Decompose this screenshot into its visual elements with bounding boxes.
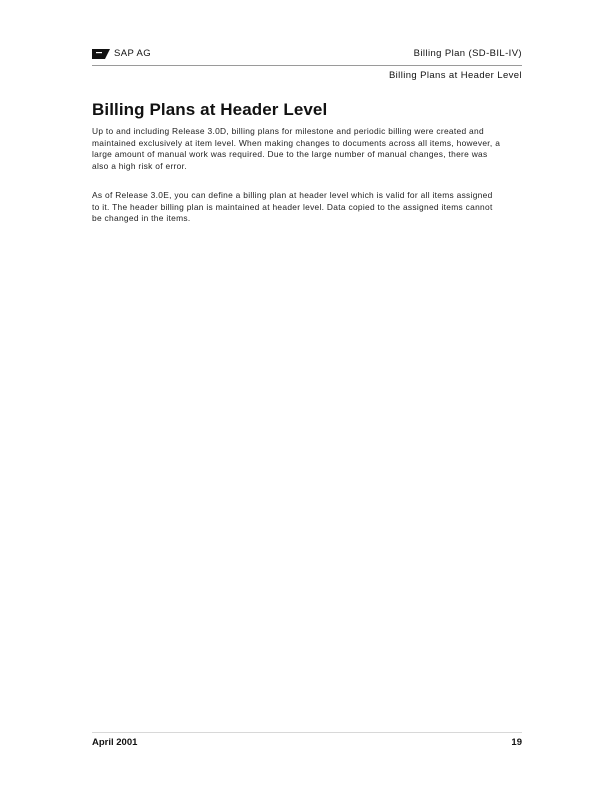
company-name: SAP AG [114,48,152,59]
page-content [92,100,522,225]
company-logo [92,48,151,60]
footer-date: April 2001 [92,737,138,748]
running-section-title: Billing Plans at Header Level [388,70,522,81]
footer-divider [92,732,522,733]
sap-logo-icon [92,49,110,59]
page-number: 19 [511,737,522,748]
document-title: Billing Plan (SD-BIL-IV) [413,48,522,59]
page-footer [92,732,522,752]
section-heading: Billing Plans at Header Level [92,100,328,119]
page-header [92,48,522,88]
body-paragraph: As of Release 3.0E, you can define a billing plan at header level which is valid for all items assigned to it. The header billing plan is maintained at header level. Data copied to the assigned items cannot be changed in the items. [92,190,493,223]
header-divider [92,65,522,66]
body-paragraph: Up to and including Release 3.0D, billing plans for milestone and periodic billing were created and maintained exclusively at item level. When making changes to documents across all items, however, a large amount of manual work was required. Due to the large number of manual changes, there was also a high risk of error. [92,126,501,171]
